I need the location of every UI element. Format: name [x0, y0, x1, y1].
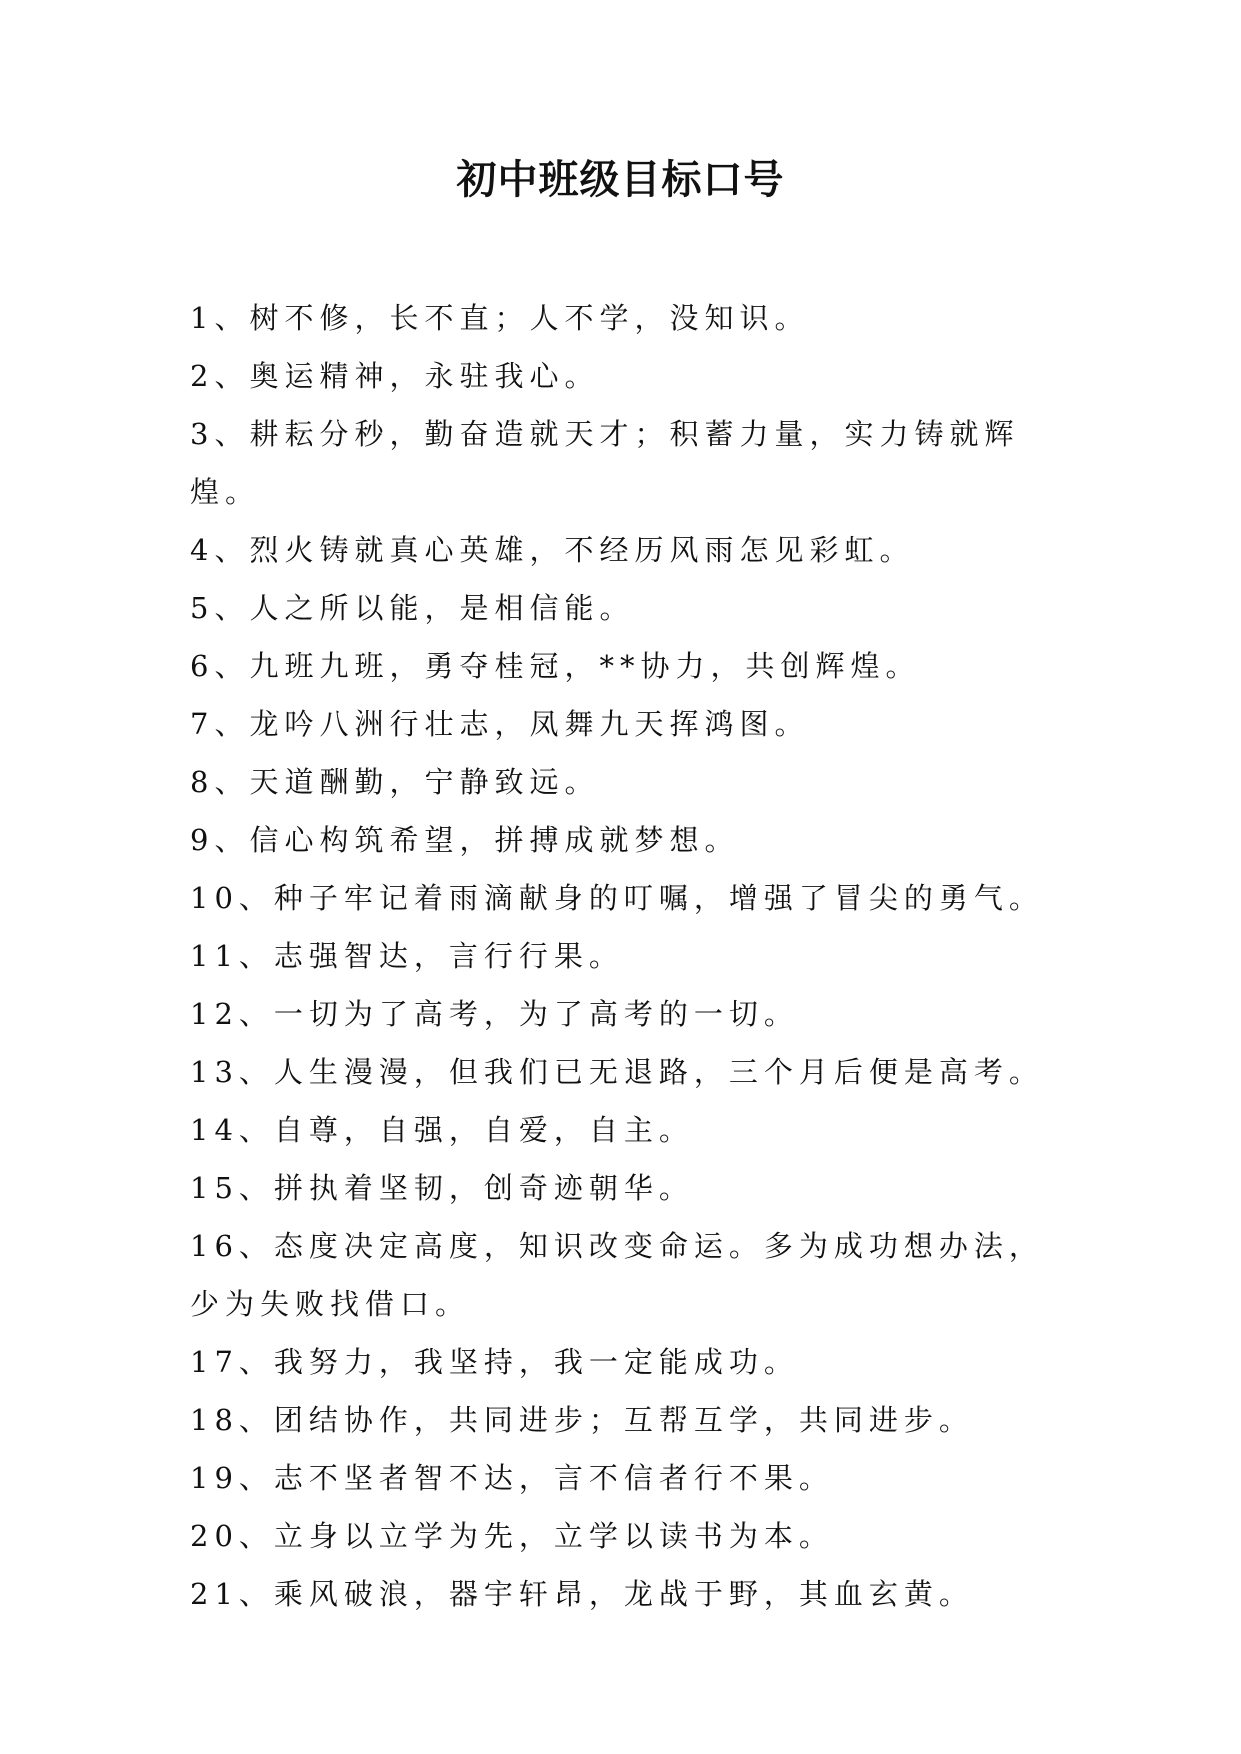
list-item: 20、立身以立学为先，立学以读书为本。 [190, 1519, 834, 1553]
list-item: 13、人生漫漫，但我们已无退路，三个月后便是高考。 [190, 1055, 1044, 1089]
list-item: 9、信心构筑希望，拼搏成就梦想。 [190, 823, 740, 857]
list-item: 4、烈火铸就真心英雄，不经历风雨怎见彩虹。 [190, 533, 915, 567]
list-item: 8、天道酬勤，宁静致远。 [190, 765, 600, 799]
list-item: 6、九班九班，勇夺桂冠，**协力，共创辉煌。 [190, 649, 921, 683]
list-item: 12、一切为了高考，为了高考的一切。 [190, 997, 799, 1031]
list-item: 17、我努力，我坚持，我一定能成功。 [190, 1345, 799, 1379]
slogan-list [190, 289, 1070, 1623]
list-item: 14、自尊，自强，自爱，自主。 [190, 1113, 694, 1147]
list-item: 21、乘风破浪，器宇轩昂，龙战于野，其血玄黄。 [190, 1577, 974, 1611]
list-item: 7、龙吟八洲行壮志，凤舞九天挥鸿图。 [190, 707, 810, 741]
list-item: 1、树不修，长不直；人不学，没知识。 [190, 301, 810, 335]
list-item: 19、志不坚者智不达，言不信者行不果。 [190, 1461, 834, 1495]
list-item: 16、态度决定高度，知识改变命运。多为成功想办法，少为失败找借口。 [190, 1229, 1044, 1321]
list-item: 15、拼执着坚韧，创奇迹朝华。 [190, 1171, 694, 1205]
page-title: 初中班级目标口号 [456, 156, 785, 203]
list-item: 18、团结协作，共同进步；互帮互学，共同进步。 [190, 1403, 974, 1437]
list-item: 3、耕耘分秒，勤奋造就天才；积蓄力量，实力铸就辉煌。 [190, 417, 1020, 509]
list-item: 10、种子牢记着雨滴献身的叮嘱，增强了冒尖的勇气。 [190, 881, 1044, 915]
list-item: 11、志强智达，言行行果。 [190, 939, 624, 973]
list-item: 5、人之所以能，是相信能。 [190, 591, 635, 625]
list-item: 2、奥运精神，永驻我心。 [190, 359, 600, 393]
